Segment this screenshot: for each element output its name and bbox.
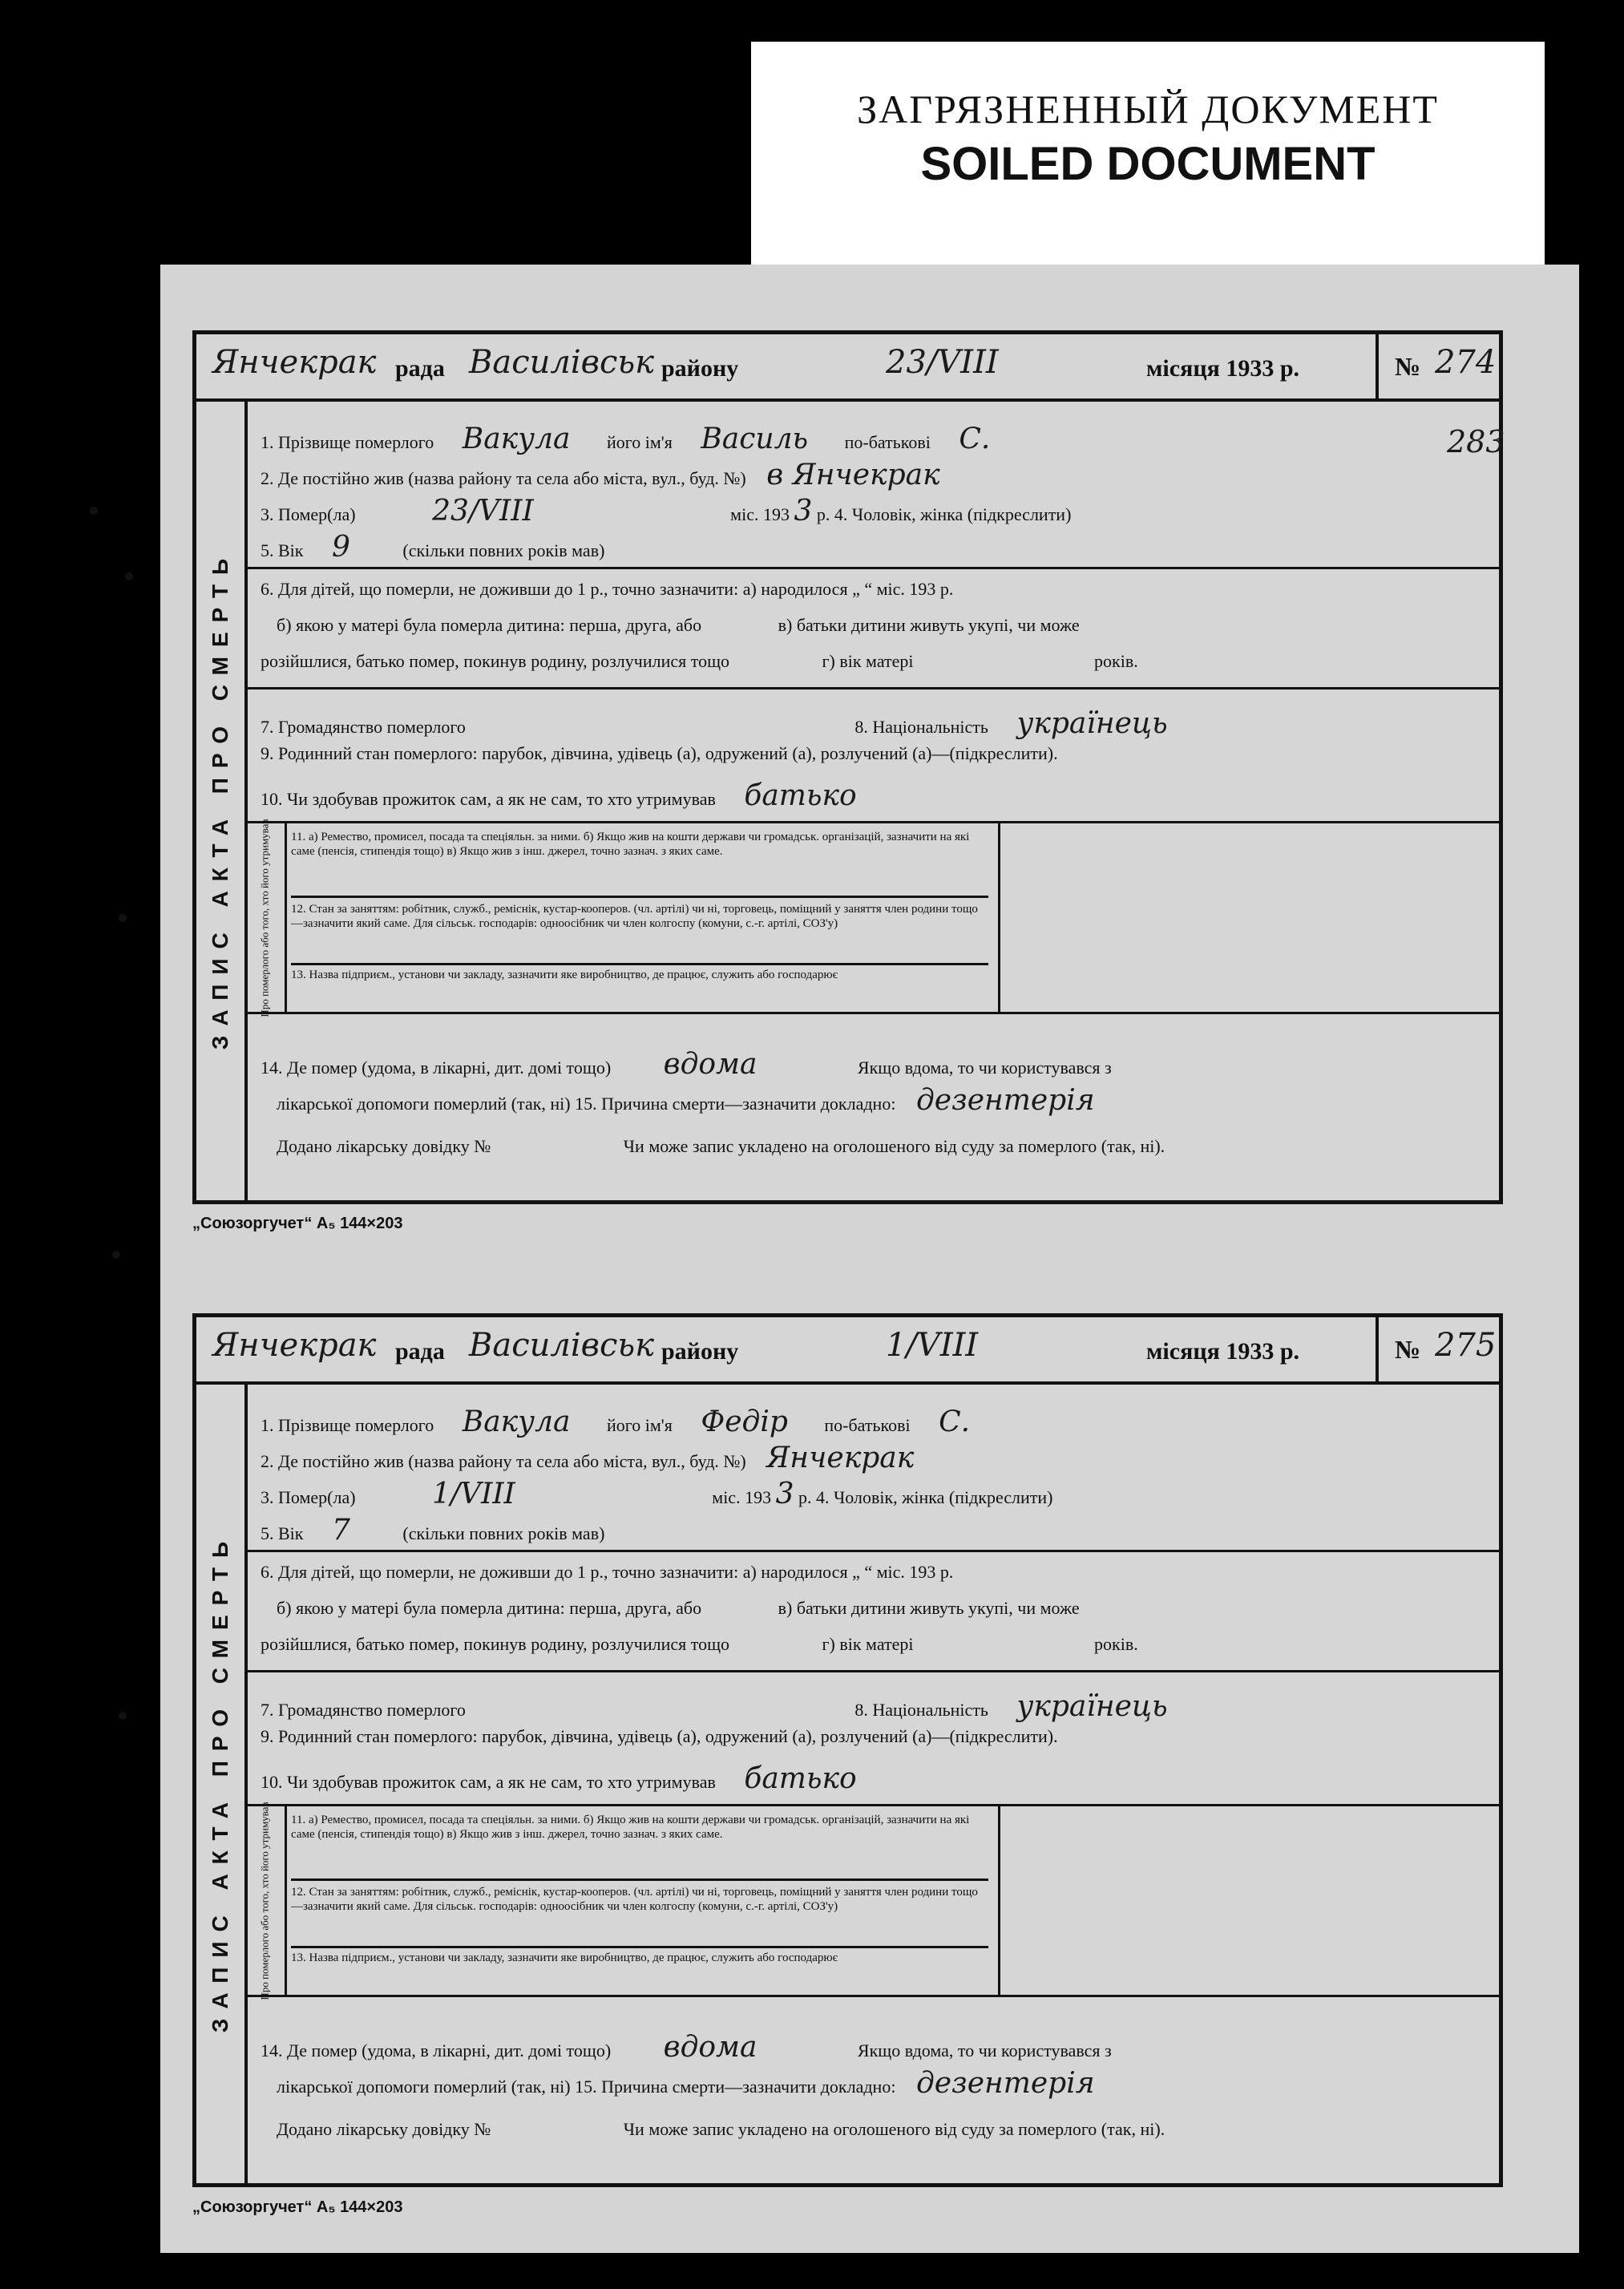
- death-record-form: [192, 330, 1503, 1204]
- record-number: 274: [1435, 344, 1497, 381]
- field-13: 13. Назва підприєм., установи чи закладу, зазначити яке виробництво, де працює, служить або господарює: [291, 969, 838, 981]
- field-11: 11. а) Ремество, промисел, посада та спеціяльн. за ними. б) Якщо жив на кошти держави чи громадськ. організацій, зазначити на які саме (пенсія, стипендія тощо) в) Якщо жив з інш. джерел, точно зазнач. з яких саме.: [291, 830, 988, 898]
- record-number: 275: [1435, 1327, 1497, 1364]
- row-5: 5. Вік 9 (скільки повних років мав): [261, 531, 605, 564]
- subsection-label-box: [244, 1801, 287, 2000]
- nationality-value: українець: [1016, 1690, 1168, 1723]
- margin-number: 283: [1447, 424, 1505, 459]
- row-7: 7. Громадянство померлого 8. Національність українець: [261, 1690, 1168, 1723]
- field-13: 13. Назва підприєм., установи чи закладу, зазначити яке виробництво, де працює, служить або господарює: [291, 1951, 838, 1964]
- subsection-label-box: [244, 818, 287, 1017]
- cause-value: дезентерія: [915, 2067, 1095, 2100]
- surname-value: Вакула: [462, 423, 571, 455]
- form-header: [196, 334, 1499, 402]
- age-value: 9: [331, 531, 350, 564]
- row-7: 7. Громадянство померлого 8. Національність українець: [261, 707, 1168, 740]
- occupation-table: [285, 823, 998, 1012]
- raion-label: району: [661, 355, 739, 382]
- punch-hole: [125, 572, 133, 580]
- form-footer: „Союзоргучет“ А₅ 144×203: [192, 2198, 403, 2216]
- row-6a: 6. Для дітей, що померли, не доживши до 1 р., точно зазначити: а) народилося „ “ міс. 193 р.: [261, 579, 954, 599]
- supported-by-value: батько: [744, 1762, 857, 1795]
- record-number-box: [1376, 1317, 1499, 1381]
- place-of-death-value: вдома: [663, 1048, 757, 1081]
- raion-value: Василівськ: [469, 344, 655, 381]
- record-date: 23/VIII: [886, 344, 999, 381]
- death-year-digit: 3: [794, 495, 813, 528]
- row-10: 10. Чи здобував прожиток сам, а як не сам, то хто утримував батько: [261, 779, 857, 812]
- month-label: місяця 1933 р.: [1146, 1338, 1300, 1365]
- row-6a: 6. Для дітей, що померли, не доживши до 1 р., точно зазначити: а) народилося „ “ міс. 193 р.: [261, 1562, 954, 1582]
- row-9: 9. Родинний стан померлого: парубок, дівчина, удівець (а), одружений (а), розлучений (а)—(підкреслити).: [261, 743, 1058, 763]
- row-14: 14. Де помер (удома, в лікарні, дит. домі тощо) вдома Якщо вдома, то чи користувався з: [261, 1048, 1112, 1081]
- number-sign: №: [1395, 1335, 1421, 1364]
- number-sign: №: [1395, 352, 1421, 381]
- divider: [244, 567, 1499, 569]
- divider: [244, 687, 1499, 690]
- patronymic-value: С.: [939, 1405, 971, 1438]
- surname-value: Вакула: [462, 1405, 571, 1438]
- row-6c: розійшлися, батько помер, покинув родину, розлучилися тощо г) вік матері років.: [261, 651, 1138, 671]
- nationality-value: українець: [1016, 707, 1168, 740]
- raion-label: району: [661, 1338, 739, 1365]
- place-of-death-value: вдома: [663, 2031, 757, 2064]
- divider: [244, 1012, 1499, 1014]
- punch-hole: [119, 914, 127, 922]
- death-record-form: [192, 1313, 1503, 2187]
- record-number-box: [1376, 334, 1499, 398]
- side-title-box: [196, 398, 248, 1200]
- row-1: 1. Прізвище померлого Вакула його ім'я Федір по-батькові С.: [261, 1405, 971, 1438]
- row-3: 3. Помер(ла) 1/VIII міс. 193 3 р. 4. Чоловік, жінка (підкреслити): [261, 1478, 1053, 1510]
- side-title: ЗАПИС АКТА ПРО СМЕРТЬ: [208, 1531, 232, 2033]
- field-12: 12. Стан за заняттям: робітник, служб., реміснік, кустар-кооперов. (чл. артілі) чи ні, торговець, поміщний у заняття член родини тощо—зазначити який саме. Для сільськ. господарів: одноосібник чи член колгоспу (комуни, с.-г. артілі, СОЗ'у): [291, 902, 988, 965]
- side-title-box: [196, 1381, 248, 2183]
- row-6b: б) якою у матері була померла дитина: перша, друга, або в) батьки дитини живуть укупі, чи може: [277, 615, 1080, 635]
- supported-by-value: батько: [744, 779, 857, 812]
- divider: [244, 1670, 1499, 1672]
- side-title: ЗАПИС АКТА ПРО СМЕРТЬ: [208, 548, 232, 1050]
- month-label: місяця 1933 р.: [1146, 355, 1300, 382]
- subsection-label: Про померлого або того, хто його утримував: [258, 818, 271, 1017]
- cause-value: дезентерія: [915, 1084, 1095, 1117]
- record-date: 1/VIII: [886, 1327, 979, 1364]
- label-english: SOILED DOCUMENT: [920, 138, 1376, 190]
- label-russian: ЗАГРЯЗНЕННЫЙ ДОКУМЕНТ: [857, 87, 1439, 131]
- name-value: Василь: [701, 423, 809, 455]
- death-date-value: 1/VIII: [432, 1478, 515, 1510]
- row-10: 10. Чи здобував прожиток сам, а як не сам, то хто утримував батько: [261, 1762, 857, 1795]
- age-value: 7: [331, 1514, 350, 1547]
- row-16: Додано лікарську довідку № Чи може запис укладено на оголошеного від суду за померлого (так, ні).: [277, 1136, 1165, 1156]
- row-15: лікарської допомоги померлий (так, ні) 15. Причина смерти—зазначити докладно: дезентерія: [277, 2067, 1095, 2100]
- subsection-label: Про померлого або того, хто його утримував: [258, 1801, 271, 2000]
- row-5: 5. Вік 7 (скільки повних років мав): [261, 1514, 605, 1547]
- row-14: 14. Де помер (удома, в лікарні, дит. домі тощо) вдома Якщо вдома, то чи користувався з: [261, 2031, 1112, 2064]
- death-date-value: 23/VIII: [432, 495, 534, 528]
- divider: [244, 1995, 1499, 1997]
- row-6c: розійшлися, батько помер, покинув родину, розлучилися тощо г) вік матері років.: [261, 1634, 1138, 1654]
- punch-hole: [119, 1712, 127, 1720]
- residence-value: Янчекрак: [766, 1442, 915, 1474]
- death-year-digit: 3: [775, 1478, 794, 1510]
- field-12: 12. Стан за заняттям: робітник, служб., реміснік, кустар-кооперов. (чл. артілі) чи ні, торговець, поміщний у заняття член родини тощо—зазначити який саме. Для сільськ. господарів: одноосібник чи член колгоспу (комуни, с.-г. артілі, СОЗ'у): [291, 1885, 988, 1948]
- row-6b: б) якою у матері була померла дитина: перша, друга, або в) батьки дитини живуть укупі, чи може: [277, 1598, 1080, 1618]
- form-footer: „Союзоргучет“ А₅ 144×203: [192, 1215, 403, 1232]
- table-divider: [998, 823, 1000, 1012]
- punch-hole: [90, 507, 98, 515]
- selrada-value: Янчекрак: [212, 344, 377, 381]
- soiled-document-label: [751, 42, 1545, 266]
- name-value: Федір: [701, 1405, 788, 1438]
- divider: [244, 1550, 1499, 1552]
- form-header: [196, 1317, 1499, 1385]
- rada-label: рада: [395, 1338, 445, 1365]
- patronymic-value: С.: [959, 423, 991, 455]
- selrada-value: Янчекрак: [212, 1327, 377, 1364]
- row-2: 2. Де постійно жив (назва району та села або міста, вул., буд. №) в Янчекрак: [261, 459, 940, 491]
- row-9: 9. Родинний стан померлого: парубок, дівчина, удівець (а), одружений (а), розлучений (а)—(підкреслити).: [261, 1726, 1058, 1746]
- table-divider: [998, 1806, 1000, 1995]
- residence-value: в Янчекрак: [766, 459, 940, 491]
- row-1: 1. Прізвище померлого Вакула його ім'я Василь по-батькові С.: [261, 423, 991, 455]
- occupation-table: [285, 1806, 998, 1995]
- row-3: 3. Помер(ла) 23/VIII міс. 193 3 р. 4. Чоловік, жінка (підкреслити): [261, 495, 1072, 528]
- row-15: лікарської допомоги померлий (так, ні) 15. Причина смерти—зазначити докладно: дезентерія: [277, 1084, 1095, 1117]
- rada-label: рада: [395, 355, 445, 382]
- row-16: Додано лікарську довідку № Чи може запис укладено на оголошеного від суду за померлого (так, ні).: [277, 2119, 1165, 2139]
- row-2: 2. Де постійно жив (назва району та села або міста, вул., буд. №) Янчекрак: [261, 1442, 915, 1474]
- raion-value: Василівськ: [469, 1327, 655, 1364]
- punch-hole: [112, 1251, 120, 1259]
- field-11: 11. а) Ремество, промисел, посада та спеціяльн. за ними. б) Якщо жив на кошти держави чи громадськ. організацій, зазначити на які саме (пенсія, стипендія тощо) в) Якщо жив з інш. джерел, точно зазнач. з яких саме.: [291, 1813, 988, 1881]
